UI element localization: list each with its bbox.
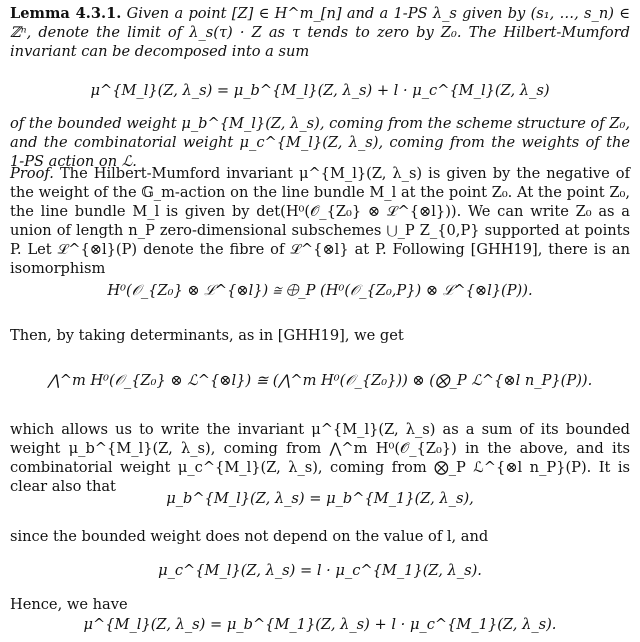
- lemma-statement-continued: [10, 114, 630, 171]
- isomorphism-equation: [10, 280, 630, 302]
- lemma-equation: [10, 80, 630, 102]
- lemma-statement: [10, 4, 630, 61]
- equation-2: H⁰(𝒪_{Z₀} ⊗ ℒ^{⊗l}) ≅ ⨁_P (H⁰(𝒪_{Z₀,P}) ⊗ ℒ^{⊗l}(P)).: [107, 282, 533, 299]
- equation-6: μ^{M_l}(Z, λ_s) = μ_b^{M_1}(Z, λ_s) + l · μ_c^{M_1}(Z, λ_s).: [83, 616, 557, 633]
- proof-paragraph-3: [10, 420, 630, 496]
- final-equation: [10, 614, 630, 636]
- proof-text-2: Then, by taking determinants, as in [GHH19], we get: [10, 327, 404, 344]
- proof-text-1: The Hilbert-Mumford invariant μ^{M_l}(Z, λ_s) is given by the negative of the weight of the 𝔾_m-action on the line bundle M_l at the point Z₀. At the point Z₀, the line bundle M_l is given by det(H⁰(𝒪_{Z₀} ⊗ ℒ^{⊗l})). We can write Z₀ as a union of length n_P zero-dimensional subschemes ⋃_P Z_{0,P} supported at points P. Let ℒ^{⊗l}(P) denote the fibre of ℒ^{⊗l} at P. Following [GHH19], there is an isomorphism: [10, 165, 630, 277]
- lemma-text-2: of the bounded weight μ_b^{M_l}(Z, λ_s), coming from the scheme structure of Z₀, and the combinatorial weight μ_c^{M_l}(Z, λ_s), coming from the weights of the 1-PS action on ℒ.: [10, 115, 630, 170]
- proof-text-5: Hence, we have: [10, 596, 128, 613]
- equation-3: ⋀^m H⁰(𝒪_{Z₀} ⊗ ℒ^{⊗l}) ≅ (⋀^m H⁰(𝒪_{Z₀})) ⊗ (⨂_P ℒ^{⊗l n_P}(P)).: [47, 372, 593, 389]
- equation-4: μ_b^{M_l}(Z, λ_s) = μ_b^{M_1}(Z, λ_s),: [166, 490, 474, 507]
- proof-paragraph-4: [10, 527, 630, 546]
- proof-paragraph-5: [10, 595, 630, 614]
- equation-1: μ^{M_l}(Z, λ_s) = μ_b^{M_l}(Z, λ_s) + l · μ_c^{M_l}(Z, λ_s): [90, 82, 550, 99]
- proof-text-3: which allows us to write the invariant μ^{M_l}(Z, λ_s) as a sum of its bounded weight μ_b^{M_l}(Z, λ_s), coming from ⋀^m H⁰(𝒪_{Z₀}) in the above, and its combinatorial weight μ_c^{M_l}(Z, λ_s), coming from ⨂_P ℒ^{⊗l n_P}(P). It is clear also that: [10, 421, 630, 495]
- equation-5: μ_c^{M_l}(Z, λ_s) = l · μ_c^{M_1}(Z, λ_s).: [158, 562, 482, 579]
- proof-label: Proof.: [10, 165, 54, 182]
- combinatorial-weight-equation: [10, 560, 630, 582]
- lemma-label: Lemma 4.3.1.: [10, 5, 122, 22]
- proof-paragraph-2: [10, 326, 630, 345]
- lemma-text-1: Given a point [Z] ∈ H^m_[n] and a 1-PS λ_s given by (s₁, …, s_n) ∈ ℤⁿ, denote the limit of λ_s(τ) · Z as τ tends to zero by Z₀. The Hilbert-Mumford invariant can be decomposed into a sum: [10, 5, 630, 60]
- bounded-weight-equation: [10, 488, 630, 510]
- proof-paragraph-1: [10, 164, 630, 278]
- proof-text-4: since the bounded weight does not depend on the value of l, and: [10, 528, 489, 545]
- determinant-equation: [10, 370, 630, 392]
